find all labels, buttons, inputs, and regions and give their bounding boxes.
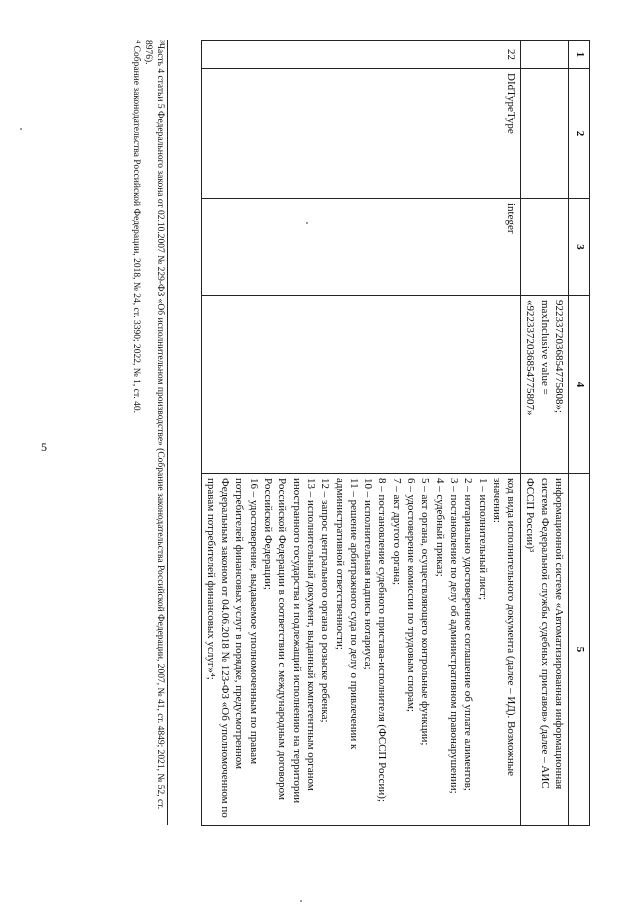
scan-speck — [300, 900, 302, 902]
restriction-line: maxInclusive value = — [538, 300, 551, 395]
description-line: 16 – удостоверение, выдаваемое уполномоченным по правам потребителей финансовых услуг в порядке, предусмотренном Федеральным законом от 04.06.2018 № 123-ФЗ «Об уполномоченном по правам потребителей финансовых услуг»⁴; — [204, 478, 260, 818]
cell-empty — [521, 69, 569, 199]
cell-empty — [201, 296, 521, 474]
restriction-line: 9223372036854775808»; — [553, 300, 565, 414]
table-row-22 — [201, 41, 521, 826]
table-row-continued — [521, 41, 569, 826]
page-number: 5 — [41, 440, 47, 454]
footnotes — [129, 40, 168, 825]
element-type: integer — [201, 199, 521, 296]
description-line: 1 – исполнительный лист; — [476, 478, 489, 601]
description-line: 10 – исполнительная надпись нотариуса; — [362, 478, 375, 670]
cell-description — [201, 474, 521, 826]
description-line: 3 – постановление по делу об административном правонарушении; — [447, 478, 460, 794]
scan-speck — [20, 128, 22, 130]
description-line: 11 – решение арбитражного суда по делу о привлечении к административной ответственности; — [333, 478, 360, 750]
cell-empty — [521, 41, 569, 69]
description-line: 4 – судебный приказ; — [433, 478, 446, 577]
col-header-5: 5 — [569, 474, 590, 826]
description-line: 2 – нотариально удостоверенное соглашение об уплате алиментов; — [462, 478, 475, 791]
header-row — [569, 41, 590, 826]
description-line: 13 – исполнительный документ, выданный компетентным органом иностранного государства и подлежащий исполнению на территории Российской Федерации в соответствии с международным договором Российской Федерации; — [262, 478, 317, 804]
col-header-1: 1 — [569, 41, 590, 69]
rotated-page-content — [72, 40, 590, 825]
cell-empty — [521, 199, 569, 296]
element-name: DIdTypeType — [201, 69, 521, 199]
description-line: 8 – постановление судебного пристава-исполнителя (ФССП России); — [376, 478, 389, 803]
footnote-3: ³Часть 4 статьи 5 Федерального закона от 02.10.2007 № 229-ФЗ «Об исполнительном производстве» (Собрание законодательства Российской Федерации, 2007, № 41, ст. 4849; 2021, № 52, ст. 8976). — [143, 40, 165, 810]
description-line: 5 – акт органа, осуществляющего контрольные функции; — [419, 478, 432, 746]
spec-table — [201, 40, 590, 826]
description-line: 7 – акт другого органа; — [390, 478, 403, 586]
description-line: 6 – удостоверение комиссии по трудовым спорам; — [405, 478, 418, 713]
description-line: 12 – запрос центрального органа о розыске ребенка; — [319, 478, 332, 723]
cell-description: информационной системе «Автоматизированная информационная система Федеральной службы судебных приставов» (далее – АИС ФССП России)³ — [521, 474, 569, 826]
col-header-2: 2 — [569, 69, 590, 199]
description-line: код вида исполнительного документа (далее – ИД). Возможные значения: — [490, 478, 518, 776]
cell-restriction — [521, 296, 569, 474]
footnote-4: ⁴ Собрание законодательства Российской Федерации, 2018, № 24, ст. 3390; 2022, № 1, ст. 40. — [131, 40, 142, 413]
restriction-line: «9223372036854775807» — [524, 300, 537, 416]
col-header-4: 4 — [569, 296, 590, 474]
row-number: 22 — [201, 41, 521, 69]
col-header-3: 3 — [569, 199, 590, 296]
